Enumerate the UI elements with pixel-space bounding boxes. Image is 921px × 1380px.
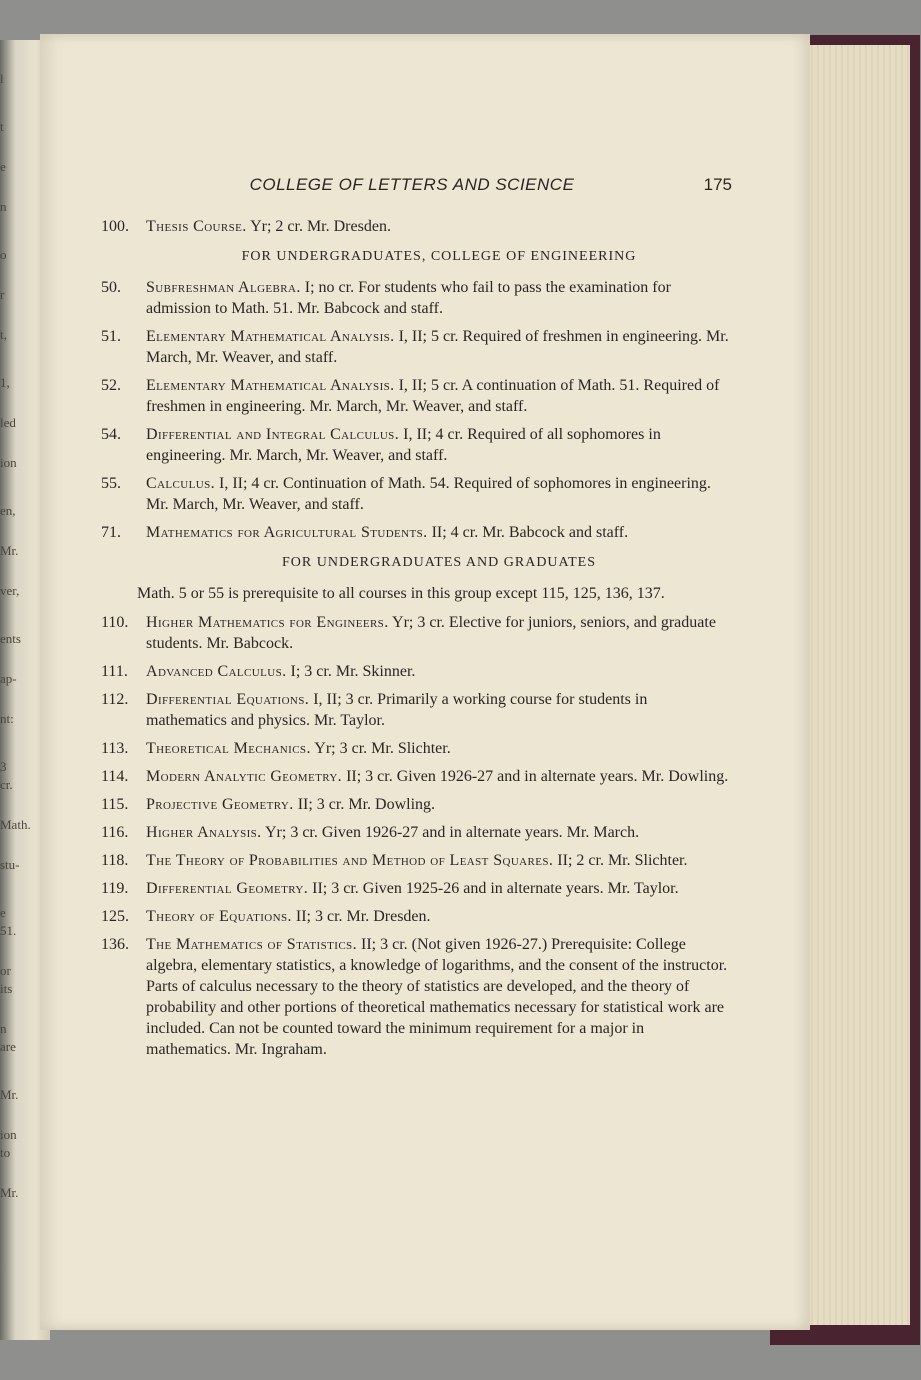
course-entry bbox=[92, 375, 732, 417]
course-entry bbox=[92, 661, 732, 682]
previous-page-text-bleed bbox=[0, 70, 31, 1310]
course-title: Calculus. bbox=[146, 475, 215, 492]
course-entry bbox=[92, 794, 732, 815]
course-number: 114. bbox=[101, 768, 129, 785]
section-heading-engineering: FOR UNDERGRADUATES, COLLEGE OF ENGINEERING bbox=[241, 249, 637, 264]
bleed-fragment: t bbox=[0, 119, 4, 134]
course-entry bbox=[92, 822, 732, 843]
course-entry bbox=[92, 277, 732, 319]
course-title: Elementary Mathematical Analysis. bbox=[146, 377, 395, 394]
course-details: II; 3 cr. (Not given 1926-27.) Prerequisite: College algebra, elementary statistics, a knowledge of logarithms, and the consent of the instructor. Parts of calculus necessary to the theory of statistics are developed, and the theory of probability and other portions of theoretical mathematics necessary for statistical work are included. Can not be counted toward the minimum requirement for a major in mathematics. Mr. Ingraham. bbox=[146, 936, 728, 1058]
course-details: I; 3 cr. Mr. Skinner. bbox=[286, 663, 416, 680]
course-list-graduates bbox=[92, 612, 732, 1060]
course-title: Theoretical Mechanics. bbox=[146, 740, 311, 757]
course-title: The Mathematics of Statistics. bbox=[146, 936, 357, 953]
course-title: Advanced Calculus. bbox=[146, 663, 287, 680]
course-entry bbox=[92, 473, 732, 515]
course-number: 71. bbox=[101, 524, 121, 541]
running-head bbox=[92, 174, 732, 200]
course-number: 113. bbox=[101, 740, 129, 757]
course-title: Thesis Course. bbox=[146, 218, 247, 235]
course-details: I, II; 4 cr. Required of all sophomores in engineering. Mr. March, Mr. Weaver, and staff. bbox=[146, 426, 661, 464]
course-details: II; 3 cr. Given 1925-26 and in alternate years. Mr. Taylor. bbox=[308, 880, 679, 897]
course-details: Yr; 3 cr. Mr. Slichter. bbox=[310, 740, 451, 757]
course-title: Theory of Equations. bbox=[146, 908, 292, 925]
course-details: Yr; 2 cr. Mr. Dresden. bbox=[246, 218, 391, 235]
bleed-fragment: r bbox=[0, 287, 5, 302]
course-title: Higher Mathematics for Engineers. bbox=[146, 614, 389, 631]
course-entry bbox=[92, 934, 732, 1060]
course-details: Yr; 3 cr. Given 1926-27 and in alternate years. Mr. March. bbox=[261, 824, 640, 841]
course-number: 55. bbox=[101, 475, 121, 492]
course-number: 51. bbox=[101, 328, 121, 345]
bleed-fragment: stu- bbox=[0, 857, 20, 872]
course-entry bbox=[92, 216, 732, 237]
bleed-fragment: l bbox=[0, 71, 4, 86]
course-number: 54. bbox=[101, 426, 121, 443]
course-number: 112. bbox=[101, 691, 129, 708]
course-number: 118. bbox=[101, 852, 129, 869]
bleed-fragment: 1, bbox=[0, 375, 10, 390]
section-heading-graduates: FOR UNDERGRADUATES AND GRADUATES bbox=[282, 555, 596, 570]
bleed-fragment: t, bbox=[0, 327, 7, 342]
course-number: 116. bbox=[101, 824, 129, 841]
course-number: 125. bbox=[101, 908, 129, 925]
bleed-fragment: ap- bbox=[0, 671, 17, 686]
bleed-fragment: o bbox=[0, 247, 7, 262]
course-title: Higher Analysis. bbox=[146, 824, 262, 841]
bleed-fragment: ents bbox=[0, 631, 21, 646]
bleed-fragment: Mr. bbox=[0, 1185, 19, 1200]
bleed-fragment: led bbox=[0, 415, 16, 430]
course-entry bbox=[92, 326, 732, 368]
course-details: II; 3 cr. Given 1926-27 and in alternate years. Mr. Dowling. bbox=[342, 768, 729, 785]
course-title: Mathematics for Agricultural Students. bbox=[146, 524, 428, 541]
page-content bbox=[92, 174, 732, 1067]
course-title: Modern Analytic Geometry. bbox=[146, 768, 343, 785]
course-title: Differential Equations. bbox=[146, 691, 310, 708]
course-entry bbox=[92, 612, 732, 654]
bleed-fragment: e 51. bbox=[0, 905, 17, 938]
course-number: 100. bbox=[101, 218, 129, 235]
course-entry bbox=[92, 424, 732, 466]
bleed-fragment: Math. bbox=[0, 817, 31, 832]
course-entry bbox=[92, 689, 732, 731]
course-list-engineering bbox=[92, 277, 732, 543]
course-entry bbox=[92, 738, 732, 759]
course-entry bbox=[92, 906, 732, 927]
course-number: 50. bbox=[101, 279, 121, 296]
course-entry bbox=[92, 850, 732, 871]
course-number: 115. bbox=[101, 796, 129, 813]
course-title: Differential Geometry. bbox=[146, 880, 309, 897]
bleed-fragment: e bbox=[0, 159, 6, 174]
bleed-fragment: n are bbox=[0, 1021, 16, 1054]
course-number: 110. bbox=[101, 614, 129, 631]
course-title: Projective Geometry. bbox=[146, 796, 294, 813]
bleed-fragment: en, bbox=[0, 503, 16, 518]
running-title: COLLEGE OF LETTERS AND SCIENCE bbox=[249, 175, 575, 194]
bleed-fragment: Mr. bbox=[0, 1087, 19, 1102]
course-details: I, II; 4 cr. Continuation of Math. 54. Required of sophomores in engineering. Mr. March, Mr. Weaver, and staff. bbox=[146, 475, 711, 513]
course-details: II; 3 cr. Mr. Dresden. bbox=[291, 908, 431, 925]
course-number: 52. bbox=[101, 377, 121, 394]
course-title: Elementary Mathematical Analysis. bbox=[146, 328, 395, 345]
course-details: Yr; 3 cr. Elective for juniors, seniors, and graduate students. Mr. Babcock. bbox=[146, 614, 716, 652]
course-title: The Theory of Probabilities and Method of Least Squares. bbox=[146, 852, 554, 869]
prerequisite-note: Math. 5 or 55 is prerequisite to all courses in this group except 115, 125, 136, 137. bbox=[137, 585, 665, 602]
course-number: 111. bbox=[101, 663, 128, 680]
course-details: I, II; 5 cr. A continuation of Math. 51. Required of freshmen in engineering. Mr. March, Mr. Weaver, and staff. bbox=[146, 377, 720, 415]
course-entry bbox=[92, 766, 732, 787]
page-number: 175 bbox=[703, 175, 732, 194]
bleed-fragment: n bbox=[0, 199, 7, 214]
bleed-fragment: ver, bbox=[0, 583, 20, 598]
bleed-fragment: ion bbox=[0, 455, 17, 470]
course-details: I; no cr. For students who fail to pass the examination for admission to Math. 51. Mr. Babcock and staff. bbox=[146, 279, 671, 317]
course-entry bbox=[92, 878, 732, 899]
bleed-fragment: Mr. bbox=[0, 543, 19, 558]
book-page bbox=[40, 34, 810, 1330]
bleed-fragment: or its bbox=[0, 963, 13, 996]
course-details: I, II; 5 cr. Required of freshmen in engineering. Mr. March, Mr. Weaver, and staff. bbox=[146, 328, 729, 366]
course-details: II; 2 cr. Mr. Slichter. bbox=[553, 852, 688, 869]
bleed-fragment: ion to bbox=[0, 1127, 17, 1160]
course-entry bbox=[92, 522, 732, 543]
course-title: Subfreshman Algebra. bbox=[146, 279, 301, 296]
course-number: 136. bbox=[101, 936, 129, 953]
bleed-fragment: nt: bbox=[0, 711, 14, 726]
course-number: 119. bbox=[101, 880, 129, 897]
course-title: Differential and Integral Calculus. bbox=[146, 426, 400, 443]
bleed-fragment: 3 cr. bbox=[0, 759, 13, 792]
course-details: II; 3 cr. Mr. Dowling. bbox=[293, 796, 436, 813]
course-details: II; 4 cr. Mr. Babcock and staff. bbox=[427, 524, 629, 541]
course-details: I, II; 3 cr. Primarily a working course for students in mathematics and physics. Mr. Taylor. bbox=[146, 691, 648, 729]
